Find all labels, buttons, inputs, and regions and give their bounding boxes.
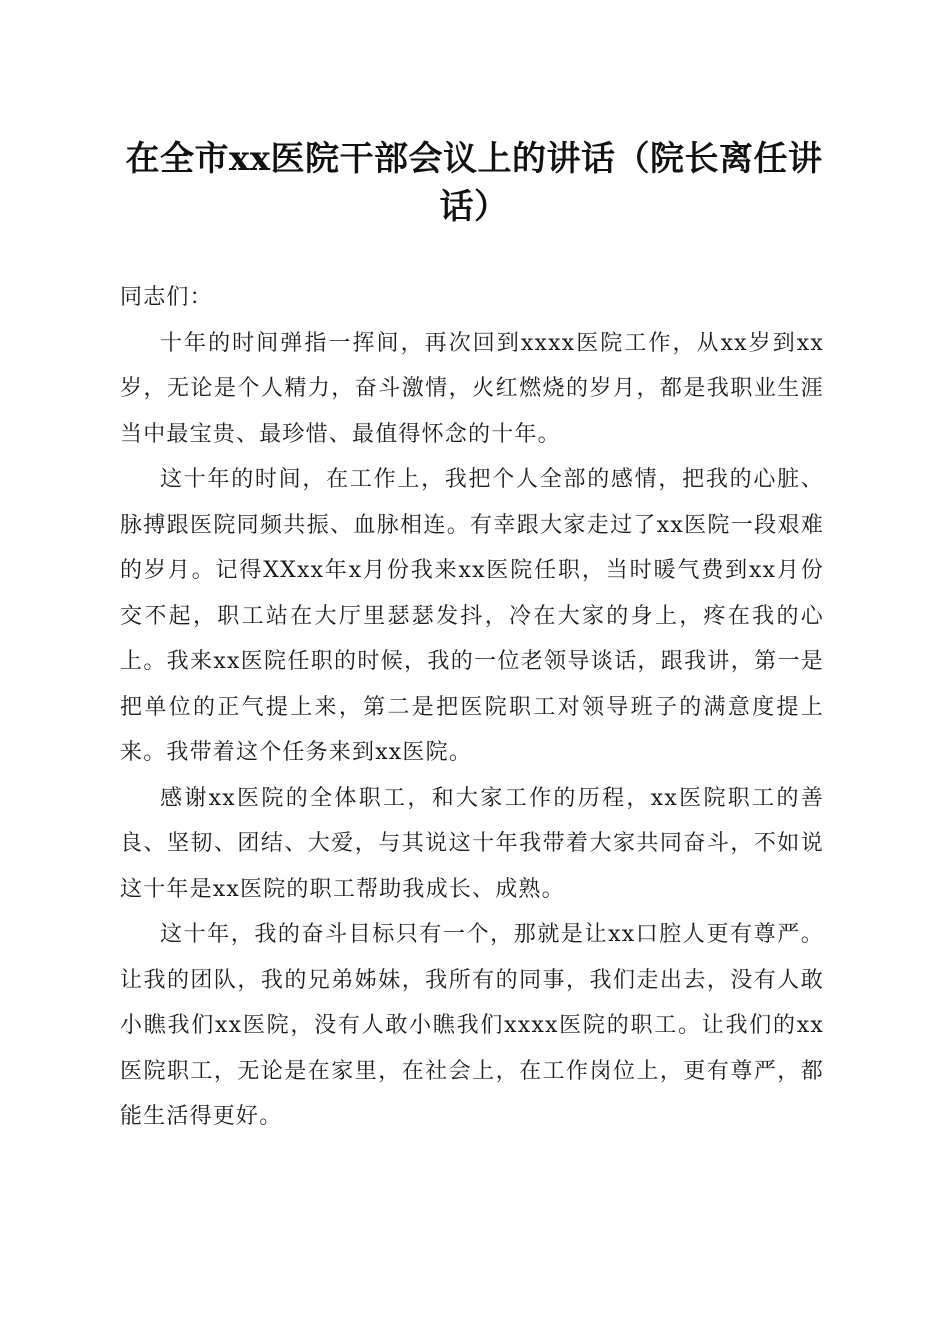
document-body: [120, 275, 824, 1140]
paragraph-4: 这十年，我的奋斗目标只有一个，那就是让xx口腔人更有尊严。让我的团队，我的兄弟姊妹，我所有的同事，我们走出去，没有人敢小瞧我们xx医院，没有人敢小瞧我们xxxx医院的职工。让我们的xx医院职工，无论是在家里，在社会上，在工作岗位上，更有尊严，都能生活得更好。: [120, 922, 824, 1129]
paragraph-3: 感谢xx医院的全体职工，和大家工作的历程，xx医院职工的善良、坚韧、团结、大爱，与其说这十年我带着大家共同奋斗，不如说这十年是xx医院的职工帮助我成长、成熟。: [120, 785, 824, 902]
salutation: 同志们：: [120, 285, 213, 310]
paragraph-2: 这十年的时间，在工作上，我把个人全部的感情，把我的心脏、脉搏跟医院同频共振、血脉相连。有幸跟大家走过了xx医院一段艰难的岁月。记得XXxx年x月份我来xx医院任职，当时暖气费到xx月份交不起，职工站在大厅里瑟瑟发抖，冷在大家的身上，疼在我的心上。我来xx医院任职的时候，我的一位老领导谈话，跟我讲，第一是把单位的正气提上来，第二是把医院职工对领导班子的满意度提上来。我带着这个任务来到xx医院。: [120, 467, 824, 765]
paragraph-1: 十年的时间弹指一挥间，再次回到xxxx医院工作，从xx岁到xx岁，无论是个人精力，奋斗激情，火红燃烧的岁月，都是我职业生涯当中最宝贵、最珍惜、最值得怀念的十年。: [120, 330, 824, 447]
document-title: 在全市xx医院干部会议上的讲话（院长离任讲话）: [125, 139, 823, 227]
